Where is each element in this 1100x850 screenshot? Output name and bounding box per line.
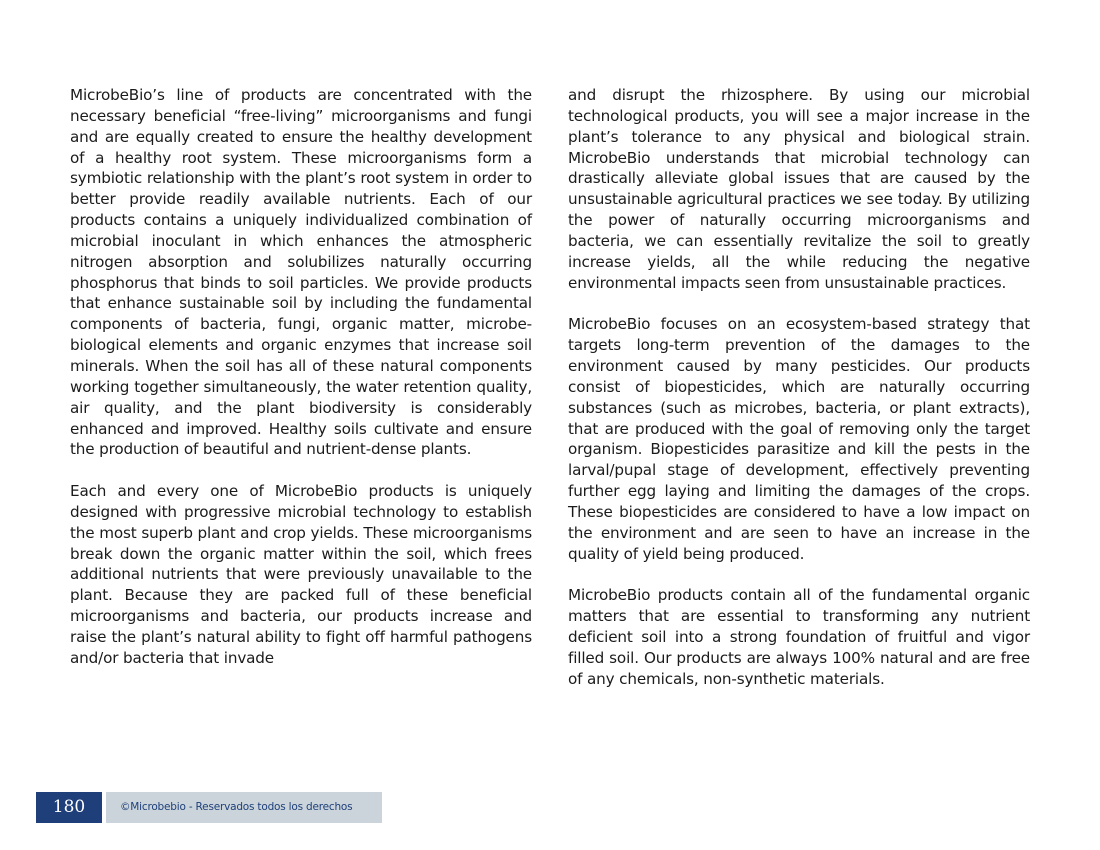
paragraph: Each and every one of MicrobeBio products is uniquely designed with progressive microbial technology to establish the most superb plant and crop yields. These microorganisms break down the organic matter within the soil, which frees additional nutrients that were previously unavailable to the plant. Because they are packed full of these beneficial microorganisms and bacteria, our products increase and raise the plant’s natural ability to fight off harmful pathogens and/or bacteria that invade <box>70 482 532 667</box>
paragraph: MicrobeBio products contain all of the fundamental organic matters that are essential to transforming any nutrient deficient soil into a strong foundation of fruitful and vigor filled soil. Our products are always 100% natural and are free of any chemicals, non-synthetic materials. <box>568 586 1030 688</box>
right-text-column <box>568 85 1030 710</box>
paragraph: and disrupt the rhizosphere. By using our microbial technological products, you will see a major increase in the plant’s tolerance to any physical and biological strain. MicrobeBio understands that microbial technology can drastically alleviate global issues that are caused by the unsustainable agricultural practices we see today. By utilizing the power of naturally occurring microorganisms and bacteria, we can essentially revitalize the soil to greatly increase yields, all the while reducing the negative environmental impacts seen from unsustainable practices. <box>568 86 1030 292</box>
left-text-column <box>70 85 532 689</box>
copyright-notice: ©Microbebio - Reservados todos los derechos <box>106 792 382 823</box>
paragraph: MicrobeBio focuses on an ecosystem-based strategy that targets long-term prevention of the damages to the environment caused by many pesticides. Our products consist of biopesticides, which are naturally occurring substances (such as microbes, bacteria, or plant extracts), that are produced with the goal of removing only the target organism. Biopesticides parasitize and kill the pests in the larval/pupal stage of development, effectively preventing further egg laying and limiting the damages of the crops. These biopesticides are considered to have a low impact on the environment and are seen to have an increase in the quality of yield being produced. <box>568 315 1030 563</box>
page-number: 180 <box>36 792 102 823</box>
paragraph: MicrobeBio’s line of products are concentrated with the necessary beneficial “free-living” microorganisms and fungi and are equally created to ensure the healthy development of a healthy root system. These microorganisms form a symbiotic relationship with the plant’s root system in order to better provide readily available nutrients. Each of our products contains a uniquely individualized combination of microbial inoculant in which enhances the atmospheric nitrogen absorption and solubilizes naturally occurring phosphorus that binds to soil particles. We provide products that enhance sustainable soil by including the fundamental components of bacteria, fungi, organic matter, microbe-biological elements and organic enzymes that increase soil minerals. When the soil has all of these natural components working together simultaneously, the water retention quality, air quality, and the plant biodiversity is considerably enhanced and improved. Healthy soils cultivate and ensure the production of beautiful and nutrient-dense plants. <box>70 86 532 459</box>
